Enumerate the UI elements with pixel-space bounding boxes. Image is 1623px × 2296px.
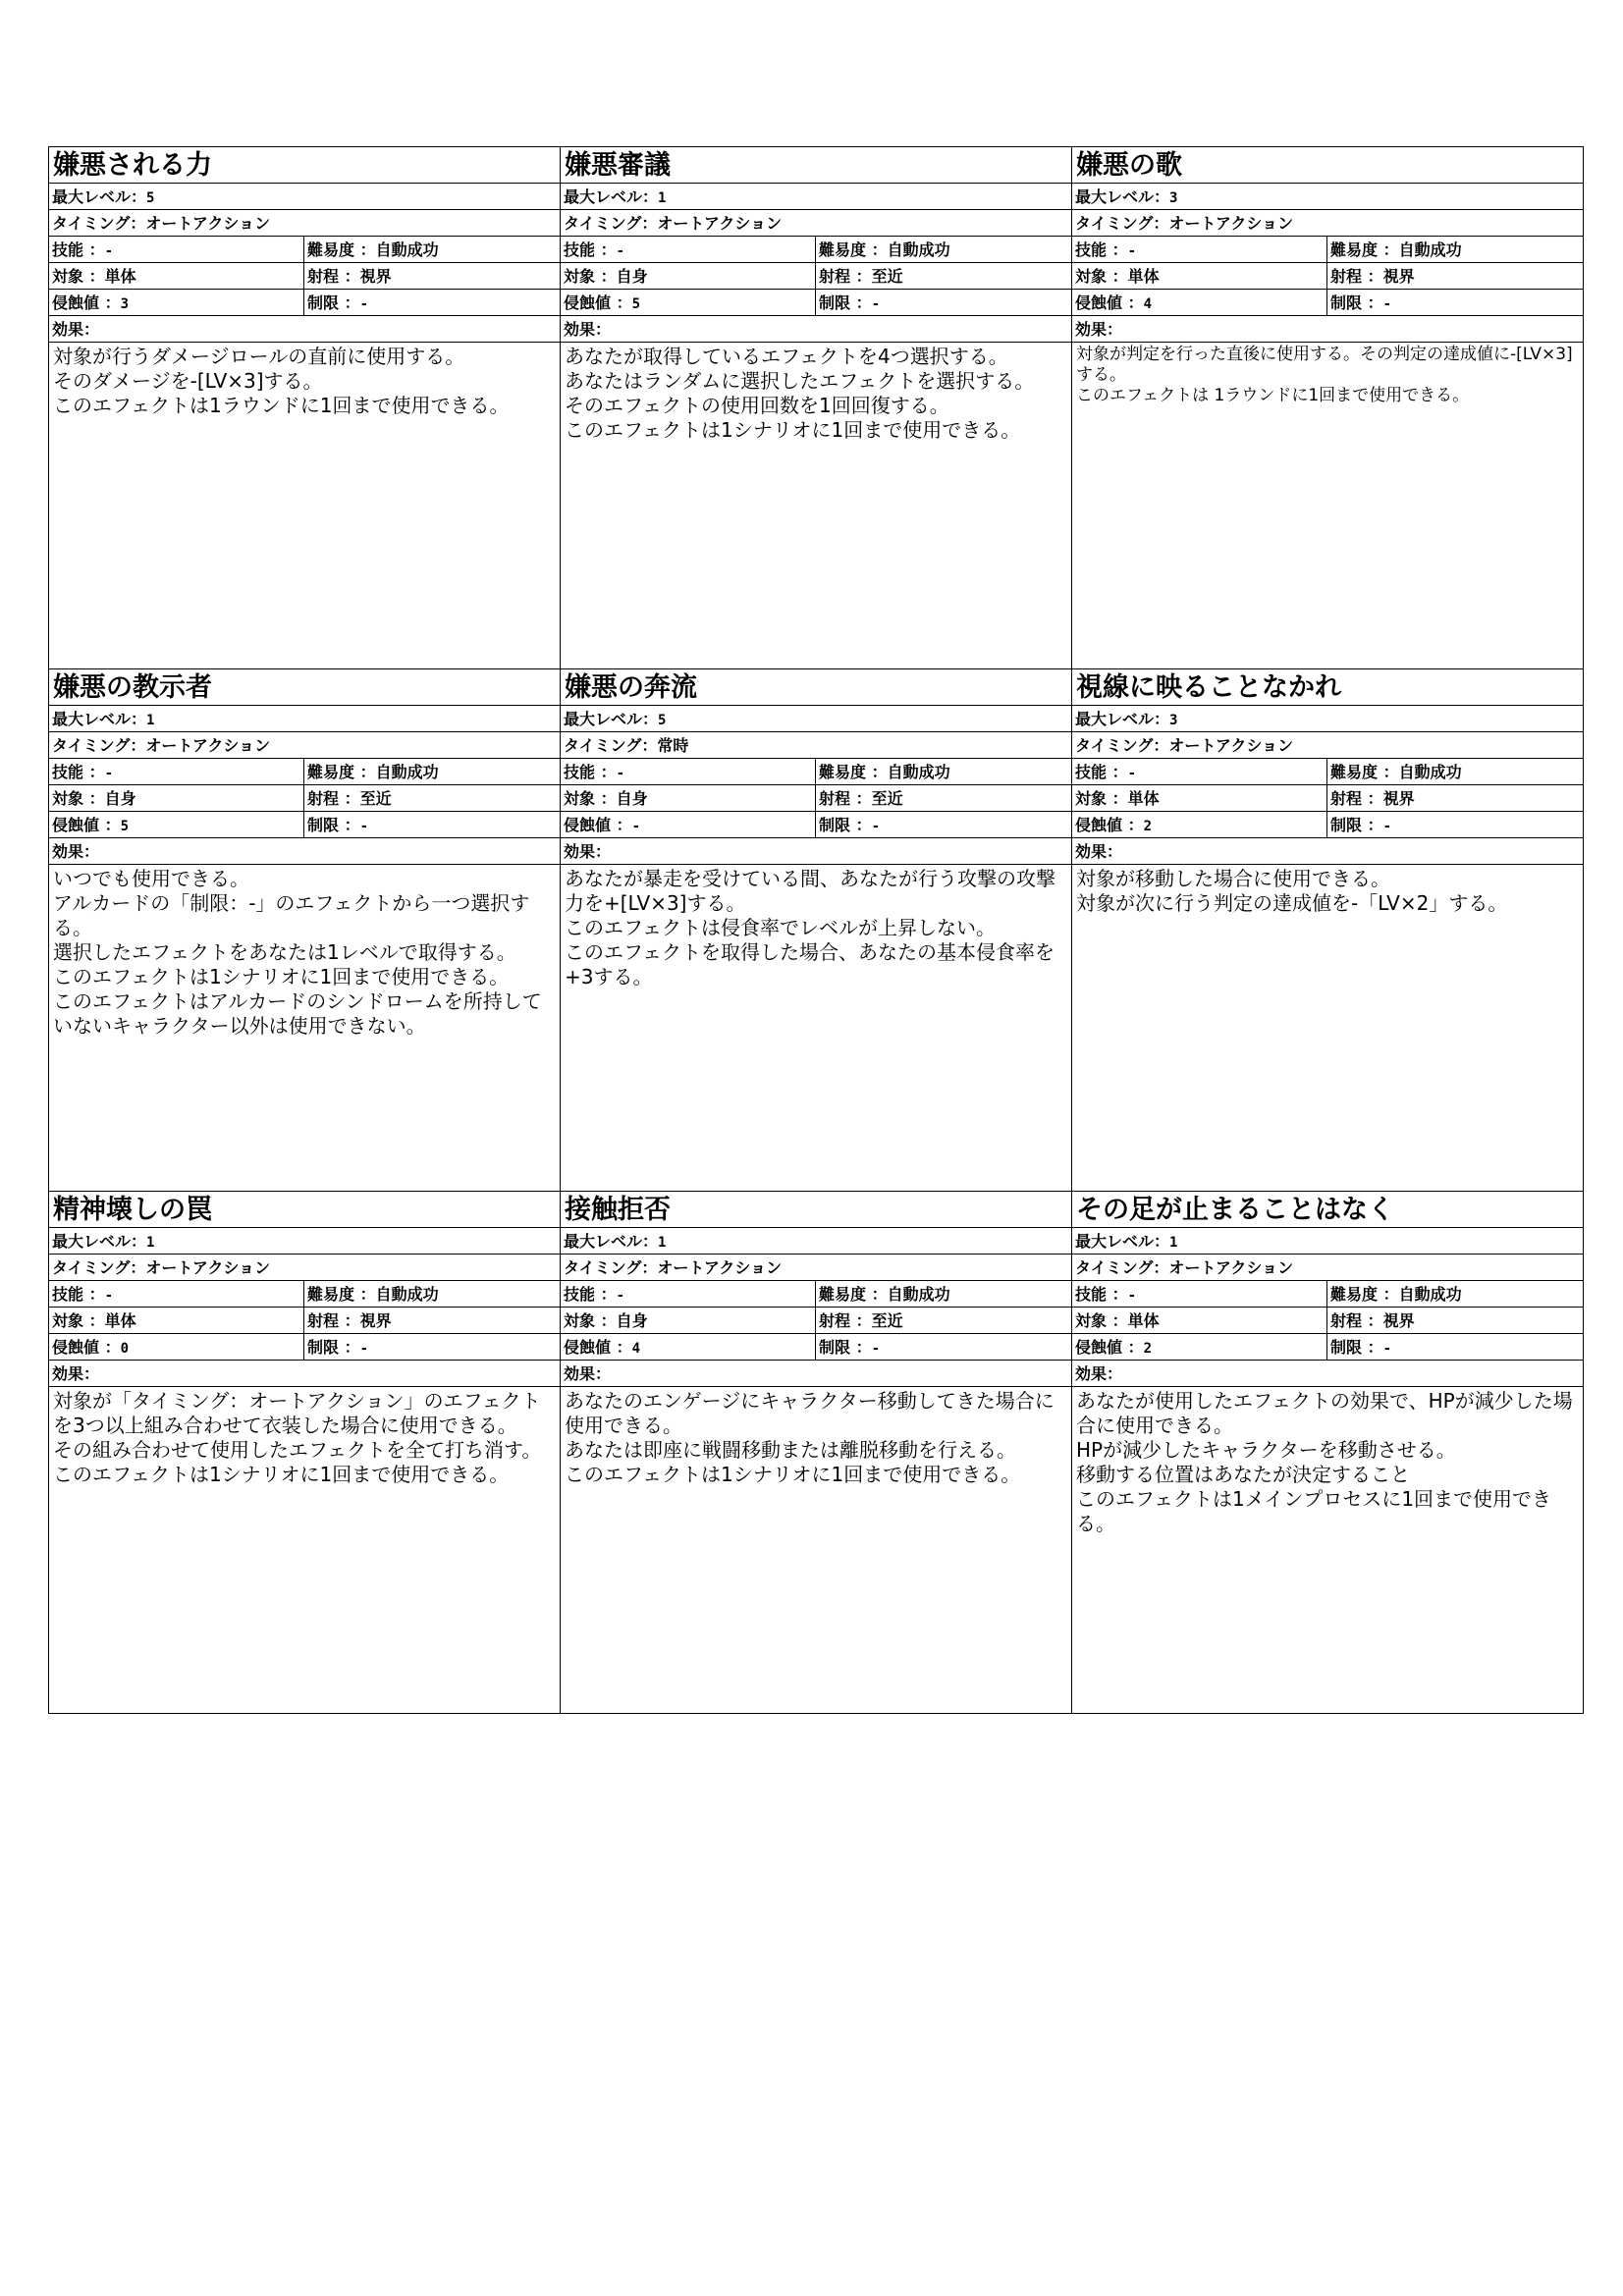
max-level-row [49,184,560,210]
erosion-limit-row [49,1334,560,1361]
erosion-label: 侵蝕値 ： [564,816,632,834]
erosion-label: 侵蝕値 ： [564,1338,632,1357]
difficulty-value: 自動成功 [1398,763,1462,781]
effect-line: このエフェクトは1シナリオに1回まで使用できる。 [565,418,1021,442]
limit-value: - [1382,819,1392,834]
range-value: 視界 [359,1311,392,1330]
range-label: 射程 ： [307,267,360,286]
effect-line: あなたのエンゲージにキャラクター移動してきた場合に使用できる。 [565,1389,1055,1437]
effect-header: 効果： [561,316,1071,343]
range-value: 視界 [1382,789,1415,808]
effect-line: 対象が行うダメージロールの直前に使用する。 [53,345,465,368]
erosion-value: 2 [1143,1341,1153,1357]
timing-value: オートアクション [145,1258,271,1277]
effect-line: このエフェクトは1シナリオに1回まで使用できる。 [53,1463,510,1486]
target-value: 単体 [1127,1311,1160,1330]
difficulty-label: 難易度 ： [1330,763,1399,781]
limit-label: 制限 ： [819,294,872,312]
difficulty-value: 自動成功 [887,240,950,259]
effect-line: アルカードの「制限：-」のエフェクトから一つ選択する。 [53,891,530,939]
erosion-limit-row [561,1334,1071,1361]
effect-line: このエフェクトは1メインプロセスに1回まで使用できる。 [1076,1487,1552,1535]
difficulty-label: 難易度 ： [1330,240,1399,259]
erosion-label: 侵蝕値 ： [564,294,632,312]
limit-value: - [359,1341,369,1357]
limit-value: - [359,819,369,834]
max-level-label: 最大レベル： [52,1232,147,1251]
timing-label: タイミング： [1075,214,1169,233]
skill-label: 技能 ： [564,1285,617,1304]
effect-name: その足が止まることはなく [1072,1192,1583,1228]
limit-label: 制限 ： [1330,294,1383,312]
effect-line: あなたはランダムに選択したエフェクトを選択する。 [565,369,1035,393]
effect-name: 視線に映ることなかれ [1072,669,1583,706]
range-label: 射程 ： [307,789,360,808]
erosion-limit-row [49,812,560,838]
max-level-label: 最大レベル： [564,710,659,728]
max-level-label: 最大レベル： [1075,187,1170,206]
skill-value: - [616,766,625,781]
timing-row [49,210,560,237]
erosion-limit-row [1072,812,1583,838]
timing-value: オートアクション [1168,1258,1294,1277]
effect-header: 効果： [49,316,560,343]
effect-line: あなたは即座に戦闘移動または離脱移動を行える。 [565,1438,1016,1462]
max-level-value: 1 [658,190,667,206]
timing-row [49,1255,560,1281]
effect-card-sheet [48,146,1584,1714]
skill-value: - [1127,243,1137,259]
skill-label: 技能 ： [52,1285,105,1304]
effect-line: このエフェクトは1シナリオに1回まで使用できる。 [565,1463,1021,1486]
skill-value: - [104,1288,114,1304]
erosion-limit-row [561,812,1071,838]
target-value: 単体 [104,267,136,286]
difficulty-value: 自動成功 [375,1285,439,1304]
max-level-value: 1 [658,1235,667,1251]
max-level-row [561,184,1071,210]
timing-row [49,732,560,759]
max-level-row [49,1228,560,1255]
skill-difficulty-row [561,237,1071,263]
range-label: 射程 ： [819,267,872,286]
erosion-value: 2 [1143,819,1153,834]
effect-card [561,669,1072,1192]
range-value: 視界 [1382,1311,1415,1330]
skill-difficulty-row [1072,759,1583,785]
effect-line: このエフェクトは侵食率でレベルが上昇しない。 [565,916,996,939]
target-value: 自身 [616,789,648,808]
max-level-label: 最大レベル： [1075,710,1170,728]
skill-label: 技能 ： [564,240,617,259]
effect-line: このエフェクトは1ラウンドに1回まで使用できる。 [53,394,510,417]
target-range-row [1072,263,1583,290]
effect-name: 接触拒否 [561,1192,1071,1228]
skill-value: - [616,243,625,259]
range-value: 視界 [359,267,392,286]
max-level-row [1072,184,1583,210]
max-level-value: 5 [146,190,155,206]
range-label: 射程 ： [1330,267,1383,286]
skill-difficulty-row [561,759,1071,785]
range-value: 至近 [871,1311,903,1330]
erosion-limit-row [49,290,560,316]
effect-line: あなたが暴走を受けている間、あなたが行う攻撃の攻撃力を+[LV×3]する。 [565,867,1055,915]
effect-card [1072,1192,1584,1714]
skill-difficulty-row [1072,237,1583,263]
effect-line: このエフェクトは 1ラウンドに1回まで使用できる。 [1076,386,1470,405]
effect-name: 嫌悪の教示者 [49,669,560,706]
max-level-label: 最大レベル： [52,187,147,206]
timing-label: タイミング： [52,1258,146,1277]
effect-text [1072,343,1583,668]
effect-card [49,147,561,669]
skill-value: - [104,243,114,259]
difficulty-value: 自動成功 [375,240,439,259]
target-range-row [1072,785,1583,812]
limit-value: - [1382,296,1392,312]
limit-label: 制限 ： [307,294,360,312]
erosion-label: 侵蝕値 ： [1075,1338,1144,1357]
target-range-row [49,1308,560,1334]
skill-label: 技能 ： [1075,763,1128,781]
skill-label: 技能 ： [1075,1285,1128,1304]
timing-value: オートアクション [145,736,271,755]
timing-value: 常時 [657,736,689,755]
effect-line: その組み合わせて使用したエフェクトを全て打ち消す。 [53,1438,542,1462]
range-label: 射程 ： [1330,789,1383,808]
range-label: 射程 ： [819,1311,872,1330]
effect-text [561,865,1071,1191]
target-label: 対象 ： [1075,267,1128,286]
effect-name: 嫌悪審議 [561,147,1071,184]
target-range-row [49,785,560,812]
target-value: 自身 [616,267,648,286]
target-value: 自身 [616,1311,648,1330]
timing-row [1072,210,1583,237]
effect-header: 効果： [49,1361,560,1387]
effect-line: いつでも使用できる。 [53,867,249,890]
target-label: 対象 ： [564,1311,617,1330]
effect-header: 効果： [1072,838,1583,865]
difficulty-value: 自動成功 [1398,240,1462,259]
skill-difficulty-row [1072,1281,1583,1308]
skill-label: 技能 ： [52,763,105,781]
target-value: 単体 [1127,267,1160,286]
target-range-row [561,1308,1071,1334]
range-label: 射程 ： [1330,1311,1383,1330]
effect-header: 効果： [1072,1361,1583,1387]
effect-name: 嫌悪の奔流 [561,669,1071,706]
effect-header: 効果： [561,1361,1071,1387]
max-level-row [561,1228,1071,1255]
max-level-label: 最大レベル： [564,1232,659,1251]
target-value: 自身 [104,789,136,808]
target-label: 対象 ： [1075,1311,1128,1330]
effect-text [561,1387,1071,1713]
erosion-value: 5 [631,296,641,312]
max-level-row [561,706,1071,732]
effect-line: 対象が次に行う判定の達成値を-「LV×2」する。 [1076,891,1508,915]
max-level-row [1072,706,1583,732]
difficulty-value: 自動成功 [1398,1285,1462,1304]
timing-row [561,1255,1071,1281]
limit-label: 制限 ： [819,1338,872,1357]
timing-row [1072,732,1583,759]
skill-value: - [616,1288,625,1304]
max-level-label: 最大レベル： [564,187,659,206]
max-level-value: 5 [658,713,667,728]
effect-header: 効果： [1072,316,1583,343]
max-level-value: 1 [1169,1235,1178,1251]
erosion-limit-row [1072,290,1583,316]
timing-row [561,732,1071,759]
target-label: 対象 ： [52,267,105,286]
erosion-value: 4 [631,1341,641,1357]
difficulty-value: 自動成功 [887,1285,950,1304]
timing-label: タイミング： [1075,1258,1169,1277]
effect-text [1072,1387,1583,1713]
skill-difficulty-row [561,1281,1071,1308]
difficulty-value: 自動成功 [887,763,950,781]
effect-line: 対象が「タイミング：オートアクション」のエフェクトを3つ以上組み合わせて衣装した場合に使用できる。 [53,1389,541,1437]
max-level-label: 最大レベル： [52,710,147,728]
erosion-label: 侵蝕値 ： [52,816,121,834]
effect-header: 効果： [49,838,560,865]
limit-label: 制限 ： [1330,816,1383,834]
difficulty-label: 難易度 ： [307,240,376,259]
limit-label: 制限 ： [1330,1338,1383,1357]
erosion-label: 侵蝕値 ： [1075,294,1144,312]
effect-line: 対象が移動した場合に使用できる。 [1076,867,1390,890]
limit-value: - [1382,1341,1392,1357]
erosion-label: 侵蝕値 ： [52,294,121,312]
effect-line: このエフェクトを取得した場合、あなたの基本侵食率を+3する。 [565,940,1055,988]
effect-header: 効果： [561,838,1071,865]
target-range-row [49,263,560,290]
timing-value: オートアクション [1168,736,1294,755]
difficulty-label: 難易度 ： [307,763,376,781]
limit-label: 制限 ： [819,816,872,834]
effect-line: そのダメージを-[LV×3]する。 [53,369,323,393]
skill-label: 技能 ： [564,763,617,781]
erosion-value: - [631,819,641,834]
limit-label: 制限 ： [307,1338,360,1357]
effect-card [49,669,561,1192]
skill-label: 技能 ： [52,240,105,259]
effect-line: 選択したエフェクトをあなたは1レベルで取得する。 [53,940,516,964]
skill-value: - [1127,1288,1137,1304]
timing-label: タイミング： [52,214,146,233]
range-label: 射程 ： [307,1311,360,1330]
skill-difficulty-row [49,237,560,263]
limit-value: - [871,1341,881,1357]
timing-row [561,210,1071,237]
max-level-row [49,706,560,732]
target-label: 対象 ： [52,789,105,808]
skill-difficulty-row [49,1281,560,1308]
erosion-limit-row [561,290,1071,316]
effect-line: 移動する位置はあなたが決定すること [1076,1463,1410,1486]
range-value: 至近 [871,789,903,808]
effect-name: 嫌悪される力 [49,147,560,184]
effect-card [561,1192,1072,1714]
effect-name: 嫌悪の歌 [1072,147,1583,184]
effect-card [49,1192,561,1714]
timing-label: タイミング： [52,736,146,755]
target-label: 対象 ： [52,1311,105,1330]
erosion-label: 侵蝕値 ： [1075,816,1144,834]
timing-value: オートアクション [145,214,271,233]
skill-value: - [1127,766,1137,781]
erosion-value: 4 [1143,296,1153,312]
max-level-value: 3 [1169,713,1178,728]
effect-text [49,865,560,1191]
timing-label: タイミング： [1075,736,1169,755]
timing-label: タイミング： [564,736,658,755]
difficulty-label: 難易度 ： [819,240,888,259]
skill-difficulty-row [49,759,560,785]
effect-line: あなたが使用したエフェクトの効果で、HPが減少した場合に使用できる。 [1076,1389,1573,1437]
effect-text [49,1387,560,1713]
effect-line: HPが減少したキャラクターを移動させる。 [1076,1438,1456,1462]
limit-value: - [871,296,881,312]
max-level-row [1072,1228,1583,1255]
range-value: 視界 [1382,267,1415,286]
target-value: 単体 [1127,789,1160,808]
effect-line: このエフェクトはアルカードのシンドロームを所持していないキャラクター以外は使用できない。 [53,989,542,1038]
target-label: 対象 ： [564,789,617,808]
target-range-row [561,263,1071,290]
range-label: 射程 ： [819,789,872,808]
max-level-value: 3 [1169,190,1178,206]
difficulty-label: 難易度 ： [819,763,888,781]
target-value: 単体 [104,1311,136,1330]
timing-value: オートアクション [1168,214,1294,233]
max-level-value: 1 [146,1235,155,1251]
erosion-label: 侵蝕値 ： [52,1338,121,1357]
skill-label: 技能 ： [1075,240,1128,259]
effect-text [1072,865,1583,1191]
effect-card [1072,669,1584,1192]
range-value: 至近 [871,267,903,286]
effect-line: このエフェクトは1シナリオに1回まで使用できる。 [53,965,510,988]
effect-line: あなたが取得しているエフェクトを4つ選択する。 [565,345,1008,368]
effect-name: 精神壊しの罠 [49,1192,560,1228]
timing-row [1072,1255,1583,1281]
difficulty-value: 自動成功 [375,763,439,781]
timing-label: タイミング： [564,214,658,233]
erosion-value: 5 [120,819,130,834]
target-range-row [1072,1308,1583,1334]
target-range-row [561,785,1071,812]
difficulty-label: 難易度 ： [819,1285,888,1304]
timing-label: タイミング： [564,1258,658,1277]
effect-line: 対象が判定を行った直後に使用する。その判定の達成値に-[LV×3]する。 [1076,345,1573,385]
effect-card [561,147,1072,669]
erosion-value: 0 [120,1341,130,1357]
max-level-label: 最大レベル： [1075,1232,1170,1251]
limit-value: - [359,296,369,312]
max-level-value: 1 [146,713,155,728]
difficulty-label: 難易度 ： [1330,1285,1399,1304]
erosion-value: 3 [120,296,130,312]
skill-value: - [104,766,114,781]
effect-line: そのエフェクトの使用回数を1回回復する。 [565,394,949,417]
target-label: 対象 ： [1075,789,1128,808]
target-label: 対象 ： [564,267,617,286]
effect-text [49,343,560,668]
timing-value: オートアクション [657,1258,783,1277]
effect-text [561,343,1071,668]
range-value: 至近 [359,789,392,808]
limit-label: 制限 ： [307,816,360,834]
limit-value: - [871,819,881,834]
timing-value: オートアクション [657,214,783,233]
effect-card [1072,147,1584,669]
erosion-limit-row [1072,1334,1583,1361]
difficulty-label: 難易度 ： [307,1285,376,1304]
